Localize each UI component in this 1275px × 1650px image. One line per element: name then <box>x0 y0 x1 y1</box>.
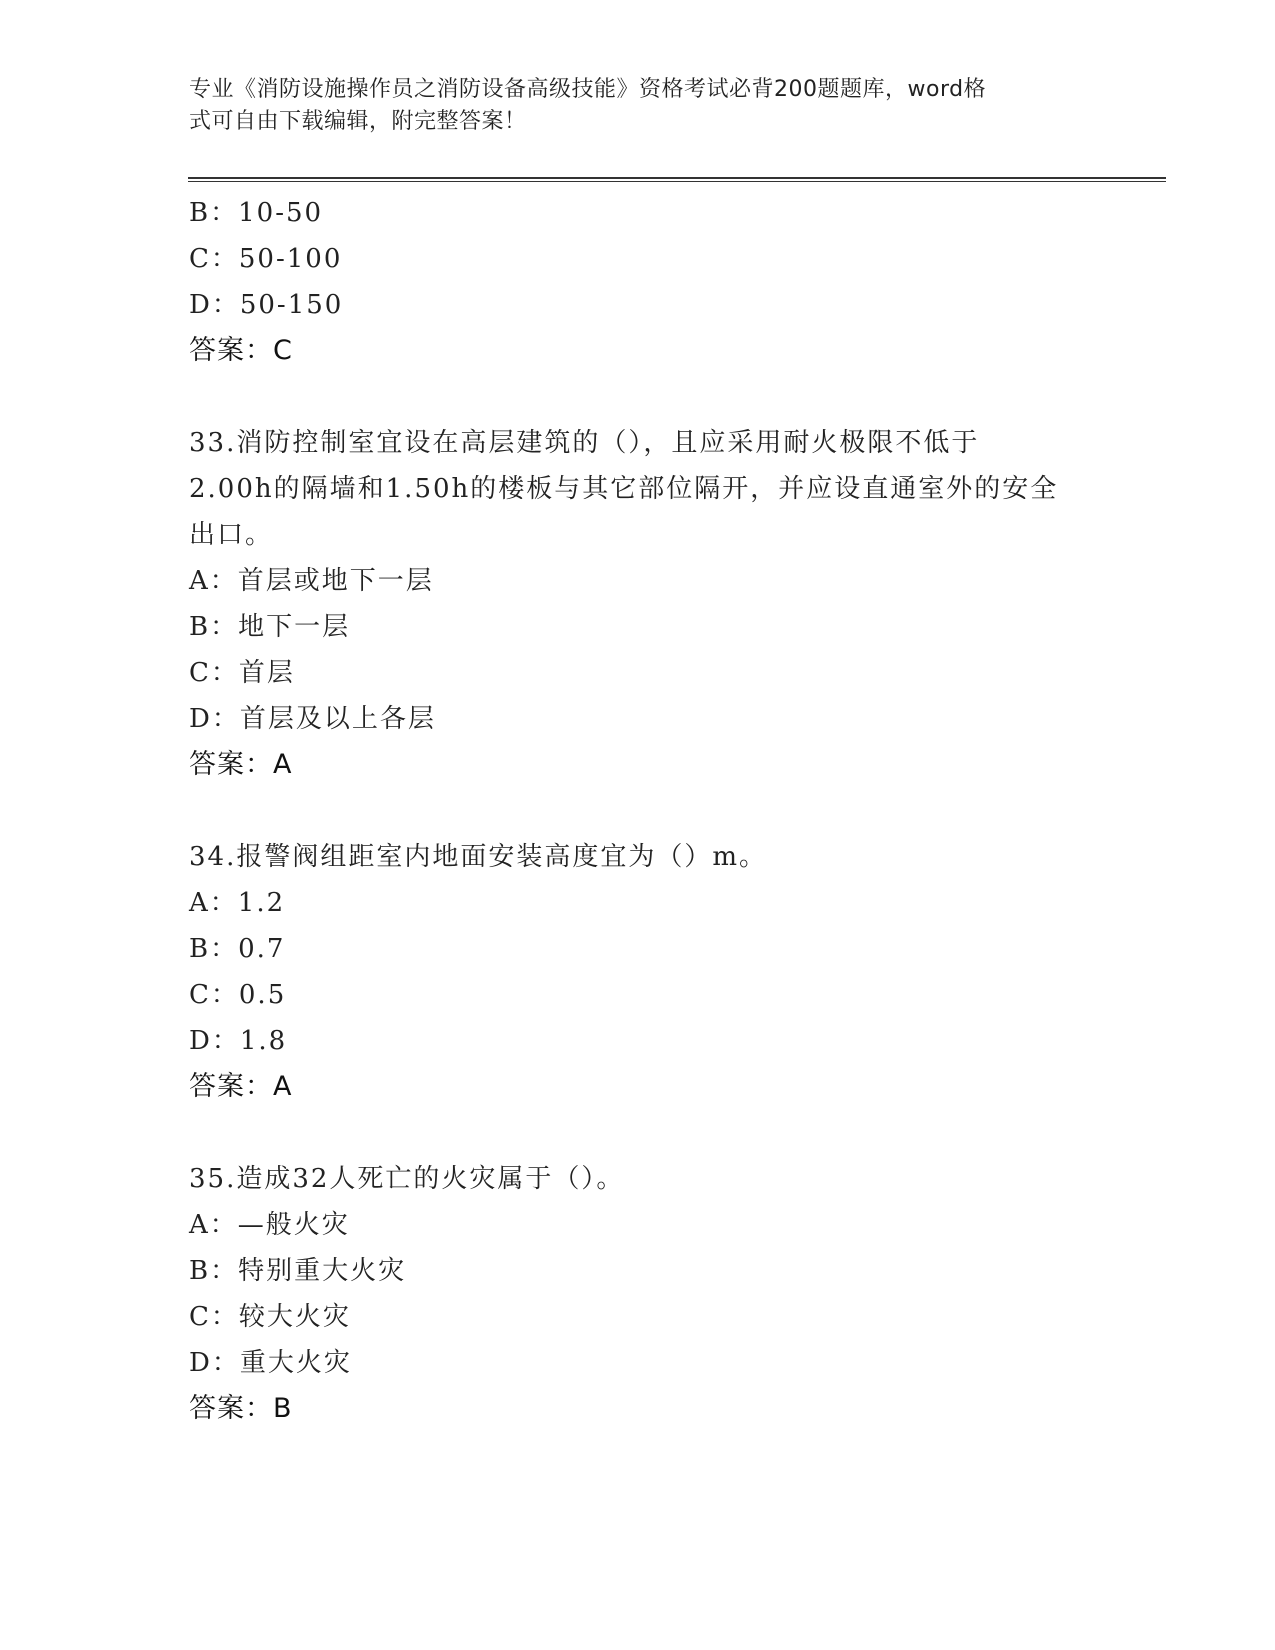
option-b: B：10-50 <box>189 198 324 228</box>
question-stem-line: 35.造成32人死亡的火灾属于（）。 <box>189 1164 625 1194</box>
option-a: A：首层或地下一层 <box>189 566 434 596</box>
question-list <box>189 190 1089 1432</box>
option-c: C：0.5 <box>189 980 287 1010</box>
header-line-2: 式可自由下载编辑，附完整答案！ <box>189 109 527 134</box>
question-32-continued <box>189 190 1089 374</box>
answer-line: 答案：A <box>189 749 293 780</box>
header-divider <box>188 177 1166 182</box>
option-b: B：特别重大火灾 <box>189 1256 407 1286</box>
option-c: C：首层 <box>189 658 295 688</box>
question-stem-line: 33.消防控制室宜设在高层建筑的（），且应采用耐火极限不低于 <box>189 428 980 458</box>
answer-line: 答案：B <box>189 1393 293 1424</box>
option-c: C：50-100 <box>189 244 343 274</box>
header-line-1: 专业《消防设施操作员之消防设备高级技能》资格考试必背200题题库，word格 <box>189 77 987 102</box>
question-34 <box>189 834 1089 1110</box>
option-b: B：0.7 <box>189 934 286 964</box>
spacer <box>189 1110 1089 1156</box>
question-stem-line: 34.报警阀组距室内地面安装高度宜为（）m。 <box>189 842 768 872</box>
question-35 <box>189 1156 1089 1432</box>
question-stem-line: 出口。 <box>189 520 274 550</box>
option-d: D：50-150 <box>189 290 344 320</box>
answer-line: 答案：A <box>189 1071 293 1102</box>
option-d: D：1.8 <box>189 1026 288 1056</box>
option-c: C：较大火灾 <box>189 1302 351 1332</box>
option-d: D：重大火灾 <box>189 1348 352 1378</box>
option-a: A：1.2 <box>189 888 286 918</box>
spacer <box>189 374 1089 420</box>
option-b: B：地下一层 <box>189 612 351 642</box>
spacer <box>189 788 1089 834</box>
option-a: A：—般火灾 <box>189 1210 350 1240</box>
option-d: D：首层及以上各层 <box>189 704 436 734</box>
document-header <box>189 74 1079 138</box>
question-stem-line: 2.00h的隔墙和1.50h的楼板与其它部位隔开，并应设直通室外的安全 <box>189 474 1059 504</box>
question-33 <box>189 420 1089 788</box>
answer-line: 答案：C <box>189 335 293 366</box>
